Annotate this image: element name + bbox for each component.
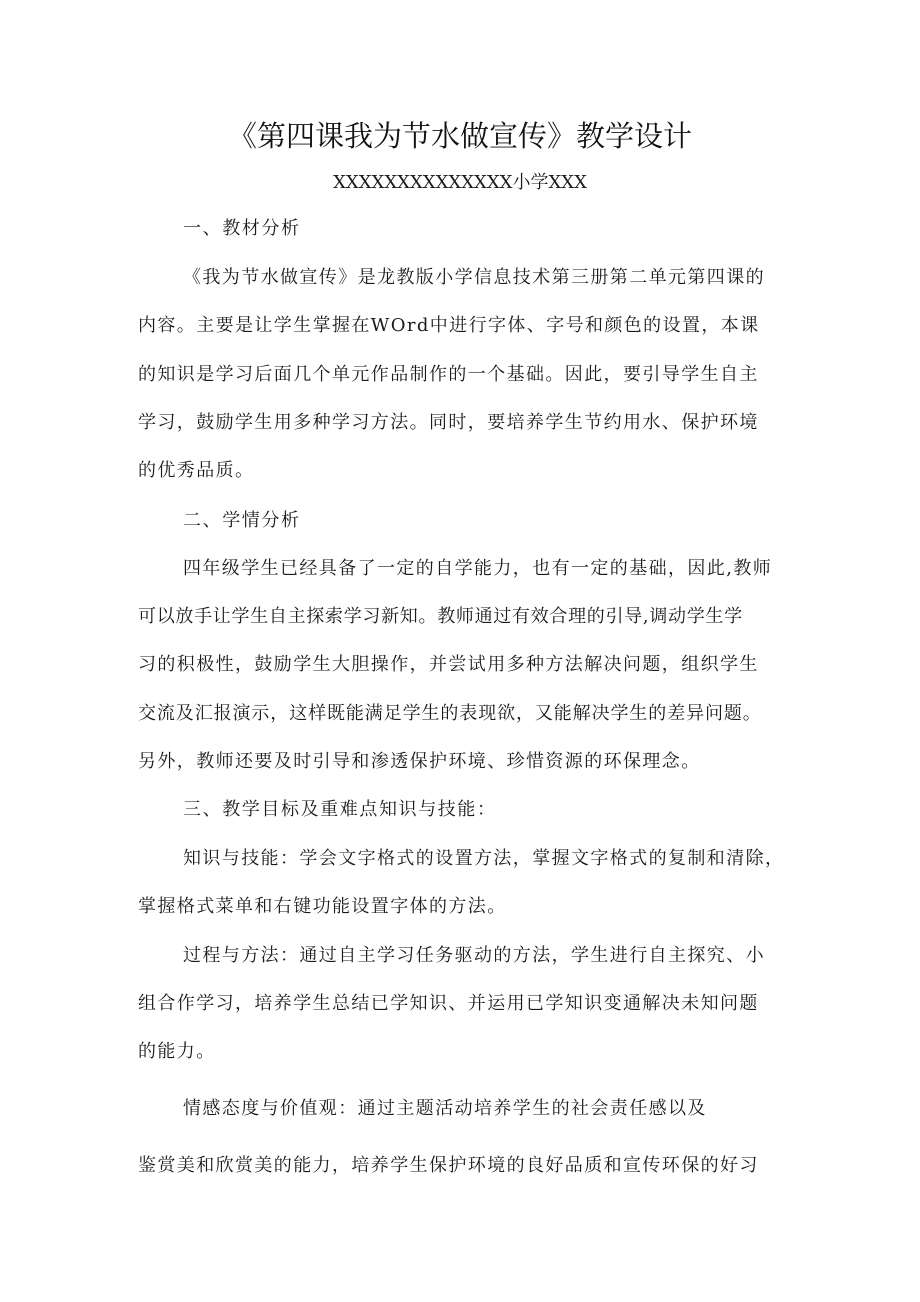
paragraph-line: 的优秀品质。 (138, 460, 255, 481)
document-title: 《第四课我为节水做宣传》教学设计 (227, 119, 692, 153)
paragraph-line: 习的积极性，鼓励学生大胆操作，并尝试用多种方法解决问题，组织学生 (138, 654, 759, 675)
document-author: XXXXXXXXXXXXXX小学XXX (333, 172, 587, 193)
paragraph-line: 过程与方法：通过自主学习任务驱动的方法，学生进行自主探究、小 (183, 945, 765, 966)
paragraph-line: 《我为节水做宣传》是龙教版小学信息技术第三册第二单元第四课的 (183, 267, 765, 288)
paragraph-line: 学习，鼓励学生用多种学习方法。同时，要培养学生节约用水、保护环境 (138, 412, 759, 433)
paragraph-line: 情感态度与价值观：通过主题活动培养学生的社会责任感以及 (183, 1098, 707, 1119)
paragraph-line: 组合作学习，培养学生总结已学知识、并运用已学知识变通解决未知问题 (138, 993, 759, 1014)
paragraph-line: 的能力。 (138, 1041, 216, 1062)
section-heading-teaching-objectives: 三、教学目标及重难点知识与技能： (183, 799, 497, 820)
paragraph-line: 另外，教师还要及时引导和渗透保护环境、珍惜资源的环保理念。 (138, 751, 701, 772)
paragraph-line: 鉴赏美和欣赏美的能力，培养学生保护环境的良好品质和宣传环保的好习 (138, 1155, 759, 1176)
paragraph-line: 内容。主要是让学生掌握在WOrd中进行字体、字号和颜色的设置，本课 (138, 315, 760, 336)
section-heading-student-analysis: 二、学情分析 (183, 510, 301, 531)
paragraph-line: 知识与技能：学会文字格式的设置方法，掌握文字格式的复制和清除， (183, 848, 785, 869)
paragraph-line: 交流及汇报演示，这样既能满足学生的表现欲，又能解决学生的差异问题。 (138, 703, 762, 724)
paragraph-line: 可以放手让学生自主探索学习新知。教师通过有效合理的引导,调动学生学 (138, 606, 743, 627)
paragraph-line: 的知识是学习后面几个单元作品制作的一个基础。因此，要引导学生自主 (138, 364, 759, 385)
paragraph-line: 四年级学生已经具备了一定的自学能力，也有一定的基础，因此,教师 (183, 558, 773, 579)
paragraph-line: 掌握格式菜单和右键功能设置字体的方法。 (138, 896, 507, 917)
section-heading-textbook-analysis: 一、教材分析 (183, 218, 301, 239)
